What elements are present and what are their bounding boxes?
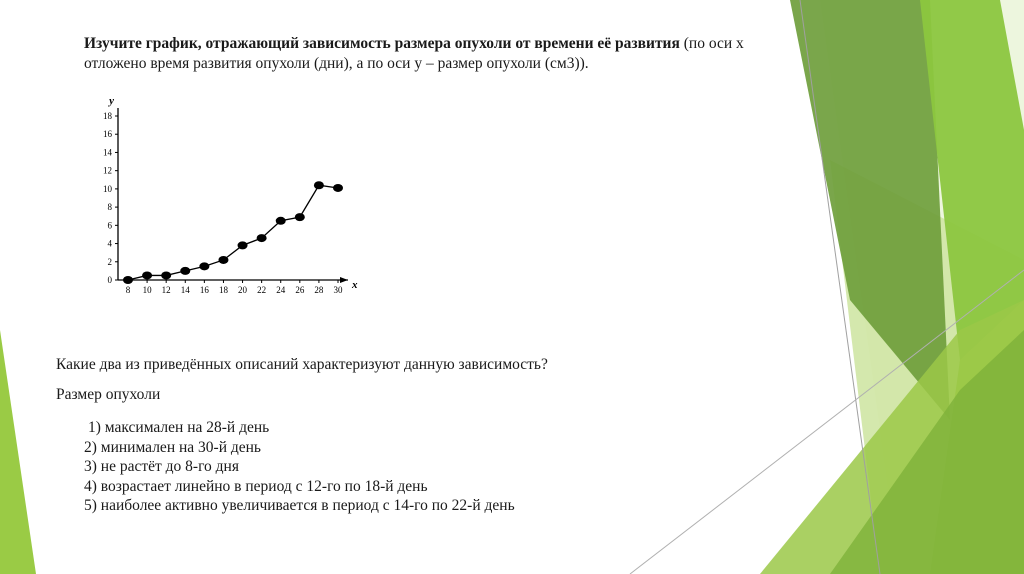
x-tick-label: 10 <box>142 285 152 295</box>
x-tick-label: 12 <box>161 285 171 295</box>
data-point <box>333 184 343 192</box>
y-tick-label: 4 <box>107 238 112 249</box>
y-tick-label: 12 <box>103 165 112 176</box>
data-point <box>238 241 248 249</box>
y-tick-label: 16 <box>103 129 112 140</box>
y-tick-label: 14 <box>103 147 112 158</box>
data-point <box>142 271 152 279</box>
x-tick-label: 24 <box>276 285 286 295</box>
decoration-left-shape <box>0 330 36 574</box>
x-tick-label: 18 <box>218 285 228 295</box>
x-tick-label: 28 <box>314 285 324 295</box>
x-tick-label: 30 <box>333 285 343 295</box>
x-axis-label: x <box>352 279 358 291</box>
data-point <box>199 262 209 270</box>
answer-option: 4) возрастает линейно в период с 12-го по 18-й день <box>84 477 428 495</box>
x-axis-arrow <box>340 277 348 283</box>
x-tick-label: 8 <box>125 285 131 295</box>
question-text: Какие два из приведённых описаний характеризуют данную зависимость? <box>56 356 548 373</box>
answer-option: 3) не растёт до 8-го дня <box>84 458 239 475</box>
answer-option: 2) минимален на 30-й день <box>84 438 261 456</box>
data-point <box>123 276 133 284</box>
y-tick-label: 6 <box>107 220 112 231</box>
y-tick-label: 10 <box>103 183 112 194</box>
data-point <box>218 256 228 264</box>
subject-text: Размер опухоли <box>56 386 161 403</box>
task-intro-bold: Изучите график, отражающий зависимость размера опухоли от времени её развития <box>84 35 680 52</box>
y-tick-label: 2 <box>107 256 112 267</box>
task-intro-rest: (по оси x отложено время развития опухоли (дни), а по оси y – размер опухоли (см3)). <box>84 35 744 72</box>
answer-options <box>84 418 515 516</box>
x-tick-label: 16 <box>199 285 209 295</box>
x-tick-label: 14 <box>180 285 190 295</box>
tumor-growth-chart <box>80 88 380 303</box>
data-point <box>257 234 267 242</box>
y-tick-label: 18 <box>103 111 112 121</box>
data-point <box>276 217 286 225</box>
y-axis-label: y <box>109 95 114 107</box>
x-tick-label: 20 <box>238 285 248 295</box>
answer-option: 5) наиболее активно увеличивается в период с 14-го по 22-й день <box>84 497 515 514</box>
data-point <box>314 181 324 189</box>
data-point <box>295 213 305 221</box>
answer-option: 1) максимален на 28-й день <box>88 419 270 436</box>
data-point <box>180 267 190 275</box>
y-tick-label: 8 <box>107 202 112 213</box>
series-line <box>128 185 338 280</box>
x-tick-label: 22 <box>257 285 267 295</box>
task-intro <box>84 34 804 74</box>
y-tick-label: 0 <box>107 275 112 285</box>
x-tick-label: 26 <box>295 285 305 295</box>
data-point <box>161 271 171 279</box>
